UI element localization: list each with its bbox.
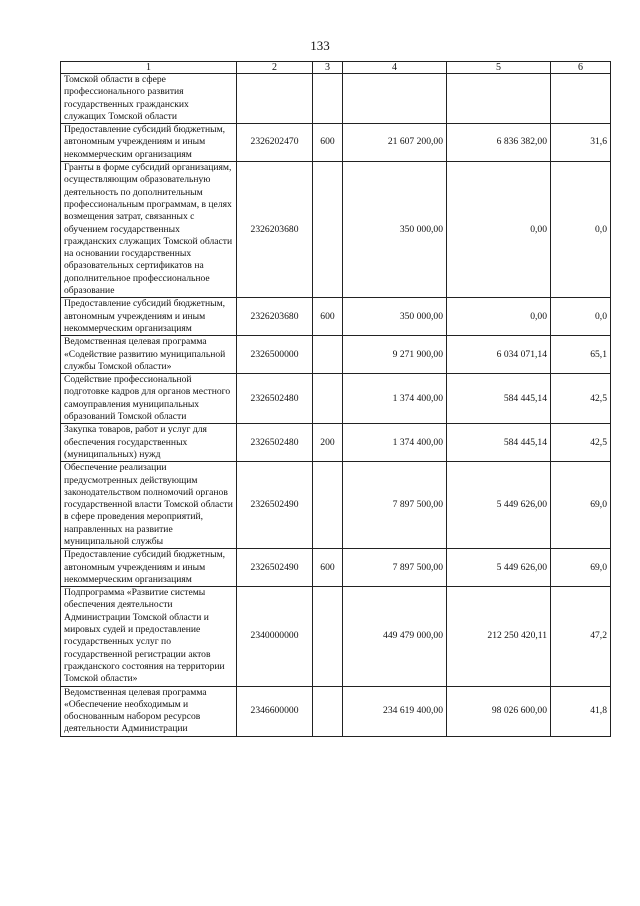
row-expense-type-cell (313, 462, 343, 549)
row-plan-cell: 350 000,00 (343, 298, 447, 336)
row-plan-cell: 1 374 400,00 (343, 374, 447, 424)
row-fact-cell: 0,00 (447, 162, 551, 298)
row-expense-type-cell: 600 (313, 549, 343, 587)
row-fact-cell: 98 026 600,00 (447, 686, 551, 736)
header-col-6: 6 (551, 62, 611, 74)
row-name-cell: Предоставление субсидий бюджетным, автономным учреждениям и иным некоммерческим организациям (61, 298, 237, 336)
row-percent-cell: 0,0 (551, 162, 611, 298)
table-header-row (61, 62, 611, 74)
row-code-cell: 2326502490 (237, 462, 313, 549)
row-percent-cell: 69,0 (551, 549, 611, 587)
row-code-cell: 2326502480 (237, 424, 313, 462)
header-col-2: 2 (237, 62, 313, 74)
row-percent-cell: 47,2 (551, 587, 611, 686)
row-name-cell: Томской области в сфере профессионального развития государственных гражданских служащих Томской области (61, 74, 237, 124)
table-body (61, 74, 611, 737)
row-fact-cell: 6 836 382,00 (447, 124, 551, 162)
row-expense-type-cell (313, 374, 343, 424)
row-fact-cell: 5 449 626,00 (447, 549, 551, 587)
row-percent-cell: 42,5 (551, 424, 611, 462)
row-fact-cell: 0,00 (447, 298, 551, 336)
row-code-cell: 2326500000 (237, 336, 313, 374)
table-row (61, 587, 611, 686)
budget-table (60, 61, 611, 737)
row-fact-cell (447, 74, 551, 124)
row-fact-cell: 584 445,14 (447, 374, 551, 424)
row-plan-cell: 21 607 200,00 (343, 124, 447, 162)
row-fact-cell: 6 034 071,14 (447, 336, 551, 374)
row-code-cell: 2326502480 (237, 374, 313, 424)
table-row (61, 74, 611, 124)
table-row (61, 374, 611, 424)
row-percent-cell (551, 74, 611, 124)
row-code-cell: 2326203680 (237, 162, 313, 298)
row-name-cell: Содействие профессиональной подготовке кадров для органов местного самоуправления муниципальных образований Томской области (61, 374, 237, 424)
row-plan-cell: 234 619 400,00 (343, 686, 447, 736)
row-plan-cell: 1 374 400,00 (343, 424, 447, 462)
row-name-cell: Обеспечение реализации предусмотренных действующим законодательством полномочий органов государственной власти Томской области в сфере проведения мероприятий, направленных на развитие муниципальной службы (61, 462, 237, 549)
row-expense-type-cell (313, 587, 343, 686)
table-row (61, 462, 611, 549)
header-col-5: 5 (447, 62, 551, 74)
row-percent-cell: 31,6 (551, 124, 611, 162)
row-expense-type-cell (313, 336, 343, 374)
row-percent-cell: 41,8 (551, 686, 611, 736)
row-name-cell: Подпрограмма «Развитие системы обеспечения деятельности Администрации Томской области и мировых судей и предоставление государственных услуг по государственной регистрации актов гражданского состояния на территории Томской области» (61, 587, 237, 686)
row-plan-cell: 449 479 000,00 (343, 587, 447, 686)
row-plan-cell: 7 897 500,00 (343, 462, 447, 549)
row-fact-cell: 5 449 626,00 (447, 462, 551, 549)
row-name-cell: Закупка товаров, работ и услуг для обеспечения государственных (муниципальных) нужд (61, 424, 237, 462)
table-row (61, 298, 611, 336)
row-percent-cell: 65,1 (551, 336, 611, 374)
row-percent-cell: 69,0 (551, 462, 611, 549)
row-name-cell: Предоставление субсидий бюджетным, автономным учреждениям и иным некоммерческим организациям (61, 549, 237, 587)
page-number: 133 (310, 38, 330, 53)
row-plan-cell (343, 74, 447, 124)
row-plan-cell: 350 000,00 (343, 162, 447, 298)
table-row (61, 162, 611, 298)
header-col-4: 4 (343, 62, 447, 74)
row-code-cell: 2326202470 (237, 124, 313, 162)
row-code-cell: 2346600000 (237, 686, 313, 736)
row-name-cell: Предоставление субсидий бюджетным, автономным учреждениям и иным некоммерческим организациям (61, 124, 237, 162)
table-row (61, 336, 611, 374)
table-row (61, 124, 611, 162)
row-name-cell: Ведомственная целевая программа «Обеспечение необходимым и обоснованным набором ресурсов деятельности Администрации (61, 686, 237, 736)
row-percent-cell: 42,5 (551, 374, 611, 424)
header-col-1: 1 (61, 62, 237, 74)
row-plan-cell: 7 897 500,00 (343, 549, 447, 587)
row-name-cell: Гранты в форме субсидий организациям, осуществляющим образовательную деятельность по дополнительным профессиональным программам, в целях возмещения затрат, связанных с обучением государственных гражданских служащих Томской области на основании государственных образовательных сертификатов на дополнительное профессиональное образование (61, 162, 237, 298)
table-row (61, 686, 611, 736)
row-fact-cell: 584 445,14 (447, 424, 551, 462)
row-name-cell: Ведомственная целевая программа «Содействие развитию муниципальной службы Томской области» (61, 336, 237, 374)
table-row (61, 549, 611, 587)
header-col-3: 3 (313, 62, 343, 74)
row-fact-cell: 212 250 420,11 (447, 587, 551, 686)
row-plan-cell: 9 271 900,00 (343, 336, 447, 374)
row-expense-type-cell (313, 162, 343, 298)
table-row (61, 424, 611, 462)
row-expense-type-cell: 600 (313, 298, 343, 336)
row-code-cell: 2326203680 (237, 298, 313, 336)
row-code-cell (237, 74, 313, 124)
row-expense-type-cell (313, 686, 343, 736)
row-expense-type-cell: 200 (313, 424, 343, 462)
row-code-cell: 2326502490 (237, 549, 313, 587)
row-percent-cell: 0,0 (551, 298, 611, 336)
row-expense-type-cell: 600 (313, 124, 343, 162)
row-code-cell: 2340000000 (237, 587, 313, 686)
row-expense-type-cell (313, 74, 343, 124)
